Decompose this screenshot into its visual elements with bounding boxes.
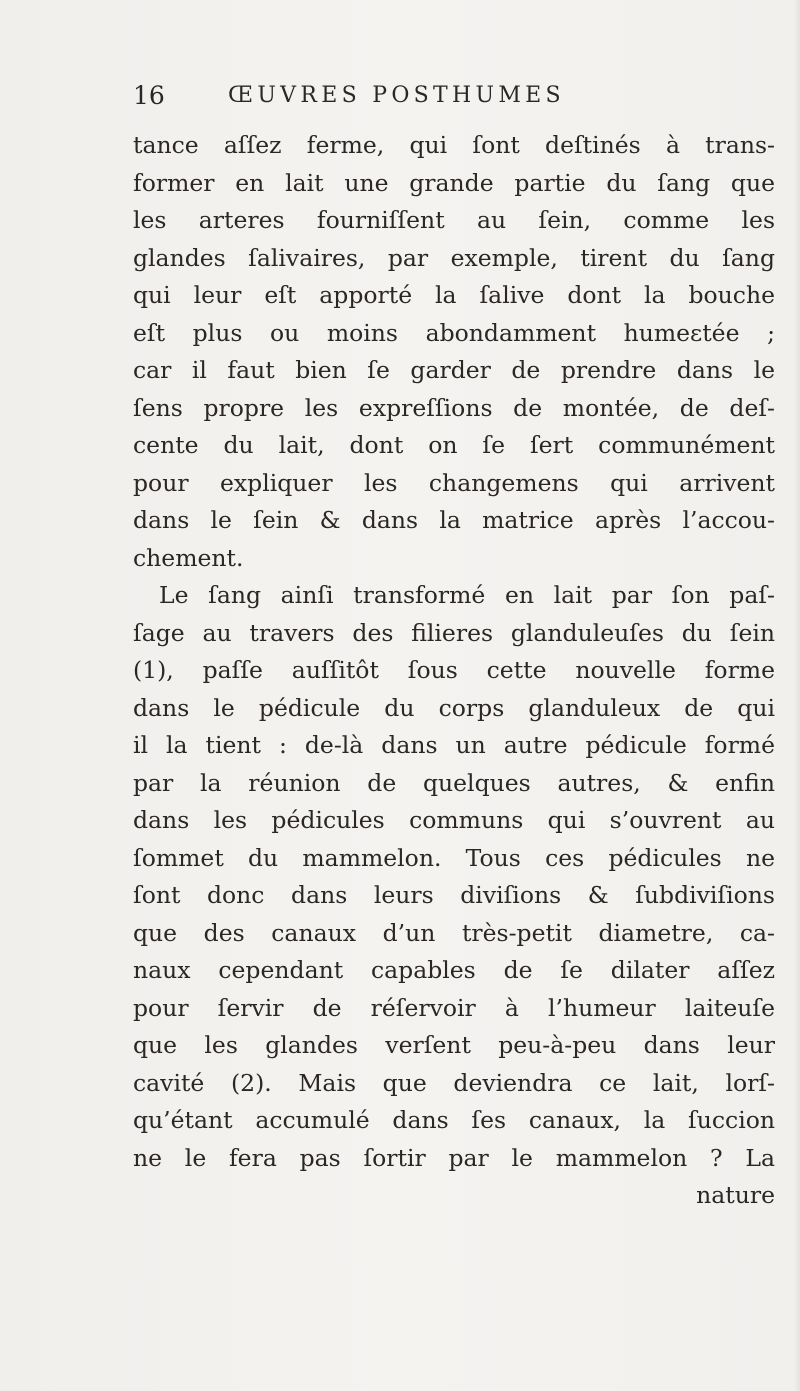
- running-title: ŒUVRES POSTHUMES: [228, 83, 565, 108]
- text-line: chement.: [133, 543, 244, 572]
- catchword: nature: [696, 1181, 775, 1209]
- text-line: cavité (2). Mais que deviendra ce lait, lorſ-: [133, 1068, 775, 1097]
- text-line: car il faut bien ſe garder de prendre dans le: [133, 356, 775, 384]
- text-line: qu’étant accumulé dans ſes canaux, la ſuccion: [133, 1106, 775, 1134]
- text-line: ſage au travers des filieres glanduleuſes du ſein: [133, 618, 775, 647]
- body-text: [133, 127, 775, 1215]
- text-line: qui leur eſt apporté la ſalive dont la bouche: [133, 281, 775, 309]
- text-line: par la réunion de quelques autres, & enfin: [133, 768, 775, 797]
- text-line: ſommet du mammelon. Tous ces pédicules ne: [133, 843, 775, 872]
- text-line: dans le ſein & dans la matrice après l’accou-: [133, 506, 775, 534]
- text-line: glandes ſalivaires, par exemple, tirent du ſang: [133, 243, 775, 272]
- text-line: ne le fera pas ſortir par le mammelon ? La: [133, 1143, 775, 1172]
- paragraph-start-line: Le ſang ainſi transformé en lait par ſon paſ-: [159, 581, 775, 609]
- text-line: pour expliquer les changemens qui arrivent: [133, 468, 775, 497]
- text-line: tance aſſez ferme, qui ſont deſtinés à trans-: [133, 131, 775, 159]
- text-line: dans le pédicule du corps glanduleux de qui: [133, 693, 775, 722]
- text-line: ſens propre les expreſſions de montée, de deſ-: [133, 393, 775, 422]
- text-line: dans les pédicules communs qui s’ouvrent au: [133, 806, 775, 834]
- text-line: pour ſervir de réſervoir à l’humeur laiteuſe: [133, 993, 775, 1022]
- text-line: les arteres fourniſſent au ſein, comme les: [133, 206, 775, 234]
- text-line: ſont donc dans leurs diviſions & ſubdiviſions: [133, 881, 775, 909]
- page-number: 16: [133, 81, 165, 110]
- text-line: former en lait une grande partie du ſang que: [133, 168, 775, 197]
- text-line: naux cependant capables de ſe dilater aſſez: [133, 956, 775, 984]
- page-header: [133, 78, 693, 114]
- text-line: (1), paſſe auſſitôt ſous cette nouvelle forme: [133, 656, 775, 684]
- page-edge-shadow: [794, 0, 800, 1391]
- text-line: eſt plus ou moins abondamment humeɛtée ;: [133, 318, 775, 347]
- text-line: que des canaux d’un très-petit diametre, ca-: [133, 918, 775, 947]
- text-line: cente du lait, dont on ſe ſert communément: [133, 431, 775, 459]
- text-line: que les glandes verſent peu-à-peu dans leur: [133, 1031, 775, 1059]
- text-line: il la tient : de-là dans un autre pédicule formé: [133, 731, 775, 759]
